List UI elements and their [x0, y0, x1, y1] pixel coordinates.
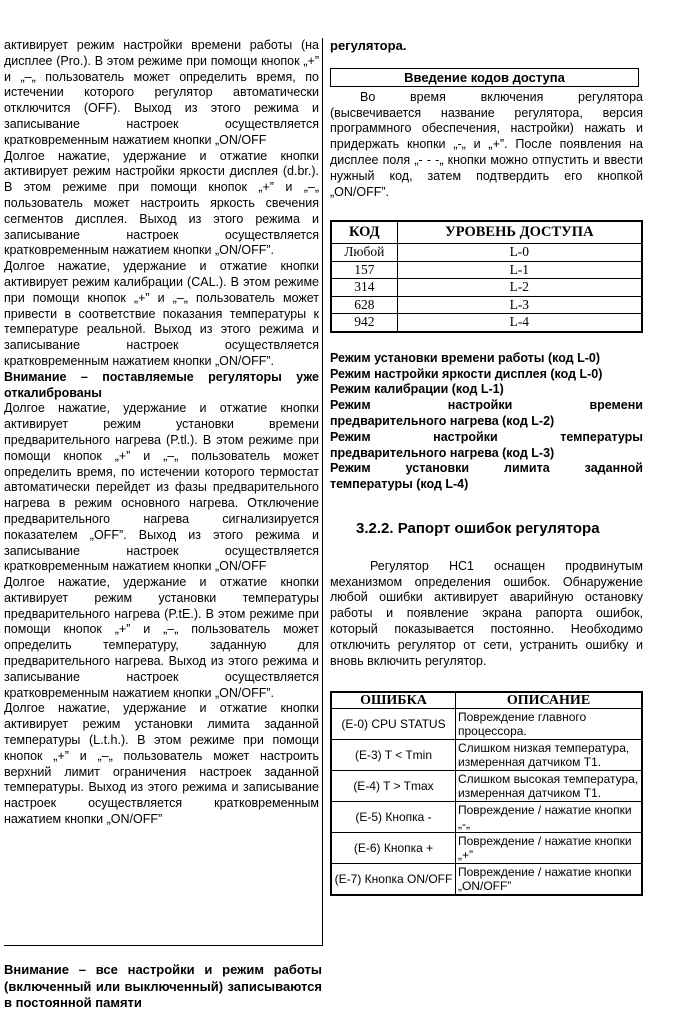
error-code-cell: (E-6) Кнопка + [331, 833, 456, 864]
table-header: ОПИСАНИЕ [456, 692, 643, 709]
code-cell: 942 [331, 314, 397, 332]
table-row [331, 279, 642, 297]
table-row [331, 244, 642, 262]
section-heading: 3.2.2. Рапорт ошибок регулятора [356, 520, 600, 538]
code-cell: 314 [331, 279, 397, 297]
table-header: ОШИБКА [331, 692, 456, 709]
table-row [331, 709, 642, 740]
paragraph: Долгое нажатие, удержание и отжатие кнопки активирует режим установки времени предварительного нагрева (P.tl.). В этом режиме при помощи кнопок „+” и „–„ пользователь может определить время, по истечении которого термостат автоматически перейдет из фазы предварительного нагрева в режим основного нагрева. Отключение предварительного нагрева сигнализируется показателем „OFF”. Выход из этого режима и записывание настроек осуществляется кратковременным нажатием кнопки „ON/OFF [4, 401, 319, 574]
error-code-cell: (E-5) Кнопка - [331, 802, 456, 833]
code-cell: 628 [331, 296, 397, 314]
code-cell: 157 [331, 261, 397, 279]
paragraph: Долгое нажатие, удержание и отжатие кнопки активирует режим установки лимита заданной температуры (L.t.h.). В этом режиме при помощи кнопок „+” и „–„ пользователь может настроить верхний лимит ограничения настроек заданной температуры. Выход из этого режима и записывание настроек осуществляется кратковременным нажатием кнопки „ON/OFF” [4, 701, 319, 827]
section-title: Введение кодов доступа [330, 68, 639, 87]
paragraph: Долгое нажатие, удержание и отжатие кнопки активирует режим установки температуры предварительного нагрева (P.tE.). В этом режиме при помощи кнопок „+” и „–„ пользователь может определить температуру, заданную для предварительного нагрева. Выход из этого режима и записывание настроек осуществляется кратковременным нажатием кнопки „ON/OFF”. [4, 575, 319, 700]
mode-line: предварительного нагрева (код L-2) [330, 414, 555, 429]
table-row [331, 771, 642, 802]
error-description-cell: Слишком низкая температура, измеренная датчиком T1. [456, 740, 643, 771]
table-header: КОД [331, 221, 397, 244]
table-header: УРОВЕНЬ ДОСТУПА [397, 221, 642, 244]
table-row [331, 833, 642, 864]
table-row [331, 261, 642, 279]
continuation-text: регулятора. [330, 38, 407, 53]
level-cell: L-4 [397, 314, 642, 332]
table-row [331, 864, 642, 896]
mode-line: Режим настройки времени [330, 398, 643, 413]
error-code-cell: (E-7) Кнопка ON/OFF [331, 864, 456, 896]
code-cell: Любой [331, 244, 397, 262]
mode-line: Режим настройки температуры [330, 429, 643, 444]
right-column [330, 38, 643, 896]
mode-line: температуры (код L-4) [330, 477, 469, 492]
mode-line: предварительного нагрева (код L-3) [330, 445, 555, 460]
error-description-cell: Повреждение / нажатие кнопки „+” [456, 833, 643, 864]
mode-line: Режим настройки яркости дисплея (код L-0) [330, 366, 603, 381]
error-code-cell: (E-3) T < Tmin [331, 740, 456, 771]
paragraph: Долгое нажатие, удержание и отжатие кнопки активирует режим калибрации (CAL.). В этом режиме при помощи кнопок „+” и „–„ пользователь может привести в соответствие показания температуры к температуре реальной. Выход из этого режима и записывание настроек осуществляется кратковременным нажатием кнопки „ON/OFF”. [4, 259, 319, 368]
error-description-cell: Повреждение главного процессора. [456, 709, 643, 740]
errors-intro: Регулятор HC1 оснащен продвинутым механизмом определения ошибок. Обнаружение любой ошибки активирует аварийную остановку работы и появление экрана рапорта ошибок, который показывается постоянно. Необходимо отключить регулятор от сети, устранить ошибку и вновь включить регулятор. [330, 558, 643, 668]
errors-table [330, 691, 643, 896]
level-cell: L-1 [397, 261, 642, 279]
left-column [4, 38, 323, 946]
modes-list [330, 351, 643, 493]
paragraph: активирует режим настройки времени работы (на дисплее (Pro.). В этом режиме при помощи кнопок „+” и „–„ пользователь может определить время, по истечении которого регулятор автоматически отключится (OFF). Выход из этого режима и записывание настроек осуществляется кратковременным нажатием кнопки „ON/OFF [4, 38, 319, 147]
mode-line: Режим калибрации (код L-1) [330, 382, 504, 397]
level-cell: L-0 [397, 244, 642, 262]
table-row [331, 314, 642, 332]
table-row [331, 740, 642, 771]
error-description-cell: Слишком высокая температура, измеренная датчиком T1. [456, 771, 643, 802]
level-cell: L-3 [397, 296, 642, 314]
calibration-warning: Внимание – поставляемые регуляторы уже откалиброваны [4, 369, 319, 400]
level-cell: L-2 [397, 279, 642, 297]
error-description-cell: Повреждение / нажатие кнопки „-„ [456, 802, 643, 833]
error-code-cell: (E-0) CPU STATUS [331, 709, 456, 740]
paragraph: Долгое нажатие, удержание и отжатие кнопки активирует режим настройки яркости дисплея (d.br.). В этом режиме при помощи кнопок „+” и „–„ пользователь может настроить яркость свечения сегментов дисплея. Выход из этого режима и записывание настроек осуществляется кратковременным нажатием кнопки „ON/OFF”. [4, 148, 319, 258]
error-code-cell: (E-4) T > Tmax [331, 771, 456, 802]
access-codes-table [330, 220, 643, 333]
table-row [331, 802, 642, 833]
mode-line: Режим установки времени работы (код L-0) [330, 350, 600, 365]
access-codes-intro: Во время включения регулятора (высвечивается название регулятора, версия программного обеспечения, настройки) нажать и придержать кнопки „-„ и „+”. После появления на дисплее поля „- - -„ кнопки можно отпустить и ввести нужный код, затем подтвердить его кнопкой „ON/OFF”. [330, 89, 643, 199]
mode-line: Режим установки лимита заданной [330, 461, 643, 476]
memory-warning: Внимание – все настройки и режим работы (включенный или выключенный) записываются в постоянной памяти [4, 962, 322, 1010]
error-description-cell: Повреждение / нажатие кнопки „ON/OFF” [456, 864, 643, 896]
table-row [331, 296, 642, 314]
